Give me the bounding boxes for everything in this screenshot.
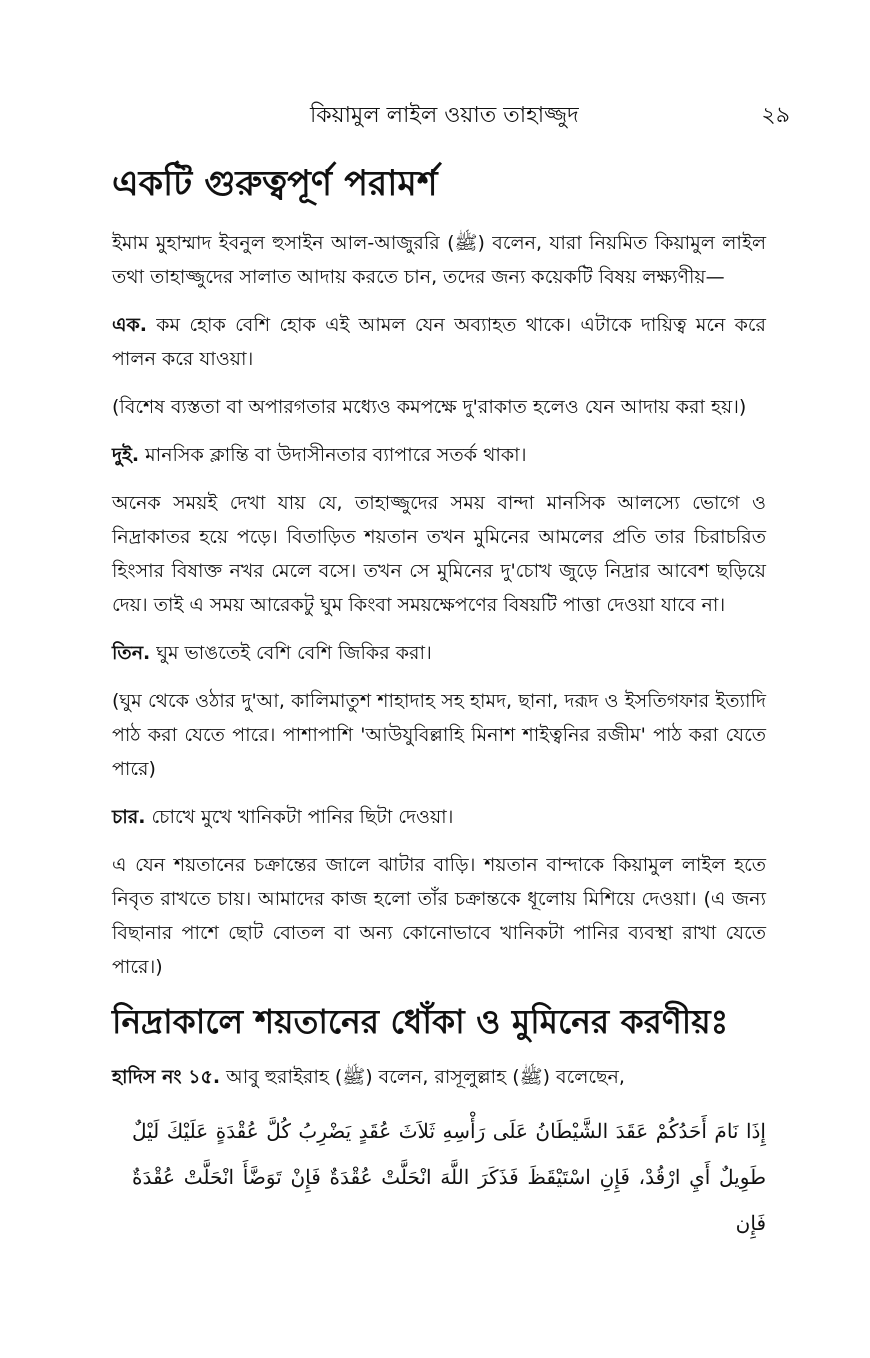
arabic-hadith: إِذَا نَامَ أَحَدُكُمْ عَقَدَ الشَّيْطَانُ عَلَى رَأْسِهِ ثَلاَثَ عُقَدٍ يَضْرِبُ كُلَّ عُقْدَةٍ عَلَيْكَ لَيْلٌ طَوِيلٌ أَيِ ارْقُدْ، فَإِنِ اسْتَيْقَظَ فَذَكَرَ اللَّهَ انْحَلَّتْ عُقْدَةٌ فَإِنْ تَوَضَّأَ انْحَلَّتْ عُقْدَةٌ فَإِن — [132, 1119, 766, 1235]
point-text: চোখে মুখে খানিকটা পানির ছিটা দেওয়া। — [145, 806, 454, 828]
intro-paragraph: ইমাম মুহাম্মাদ ইবনুল হুসাইন আল-আজুররি (ﷺ) বলেন, যারা নিয়মিত কিয়ামুল লাইল তথা তাহাজ্জুদের সালাত আদায় করতে চান, তদের জন্য কয়েকটি বিষয় লক্ষ্যণীয়— — [112, 232, 766, 288]
section-heading: একটি গুরুত্বপূর্ণ পরামর্শ — [112, 164, 438, 204]
point-text: কম হোক বেশি হোক এই আমল যেন অব্যাহত থাকে। এটাকে দায়িত্ব মনে করে পালন করে যাওয়া। — [112, 314, 766, 370]
point-four — [112, 800, 766, 834]
hadith-intro — [112, 1060, 766, 1094]
point-label: তিন. — [112, 642, 151, 664]
point-three-note: (ঘুম থেকে ওঠার দু'আ, কালিমাতুশ শাহাদাহ সহ হামদ, ছানা, দরূদ ও ইসতিগফার ইত্যাদি পাঠ করা যেতে পারে। পাশাপাশি 'আউযুবিল্লাহি মিনাশ শাইত্বনির রজীম' পাঠ করা যেতে পারে) — [112, 690, 766, 780]
point-label: চার. — [112, 806, 146, 828]
section-heading-2: নিদ্রাকালে শয়তানের ধোঁকা ও মুমিনের করণীয়ঃ — [112, 1002, 729, 1041]
point-text: ঘুম ভাঙতেই বেশি বেশি জিকির করা। — [150, 642, 432, 664]
point-one — [112, 308, 766, 376]
point-four-body: এ যেন শয়তানের চক্রান্তের জালে ঝাটার বাড়ি। শয়তান বান্দাকে কিয়ামুল লাইল হতে নিবৃত রাখতে চায়। আমাদের কাজ হলো তাঁর চক্রান্তকে ধূলোয় মিশিয়ে দেওয়া। (এ জন্য বিছানার পাশে ছোট বোতল বা অন্য কোনোভাবে খানিকটা পানির ব্যবস্থা রাখা যেতে পারে।) — [112, 854, 766, 978]
point-label: এক. — [112, 314, 147, 336]
hadith-label: হাদিস নং ১৫. — [112, 1066, 221, 1088]
page-header — [0, 96, 870, 136]
point-label: দুই. — [112, 444, 140, 466]
page-number: ২৯ — [761, 103, 790, 128]
point-text: মানসিক ক্লান্তি বা উদাসীনতার ব্যাপারে সতর্ক থাকা। — [139, 444, 527, 466]
point-one-note: (বিশেষ ব্যস্ততা বা অপারগতার মধ্যেও কমপক্ষে দু'রাকাত হলেও যেন আদায় করা হয়।) — [112, 396, 747, 418]
point-two — [112, 438, 766, 472]
point-two-body: অনেক সময়ই দেখা যায় যে, তাহাজ্জুদের সময় বান্দা মানসিক আলস্যে ভোগে ও নিদ্রাকাতর হয়ে পড়ে। বিতাড়িত শয়তান তখন মুমিনের আমলের প্রতি তার চিরাচরিত হিংসার বিষাক্ত নখর মেলে বসে। তখন সে মুমিনের দু'চোখ জুড়ে নিদ্রার আবেশ ছড়িয়ে দেয়। তাই এ সময় আরেকটু ঘুম কিংবা সময়ক্ষেপণের বিষয়টি পাত্তা দেওয়া যাবে না। — [112, 492, 766, 616]
hadith-text: আবু হুরাইরাহ (ﷺ) বলেন, রাসূলুল্লাহ (ﷺ) বলেছেন, — [220, 1066, 625, 1088]
page-content — [112, 160, 766, 1246]
running-title: কিয়ামুল লাইল ওয়াত তাহাজ্জুদ — [310, 103, 579, 128]
point-three — [112, 636, 766, 670]
